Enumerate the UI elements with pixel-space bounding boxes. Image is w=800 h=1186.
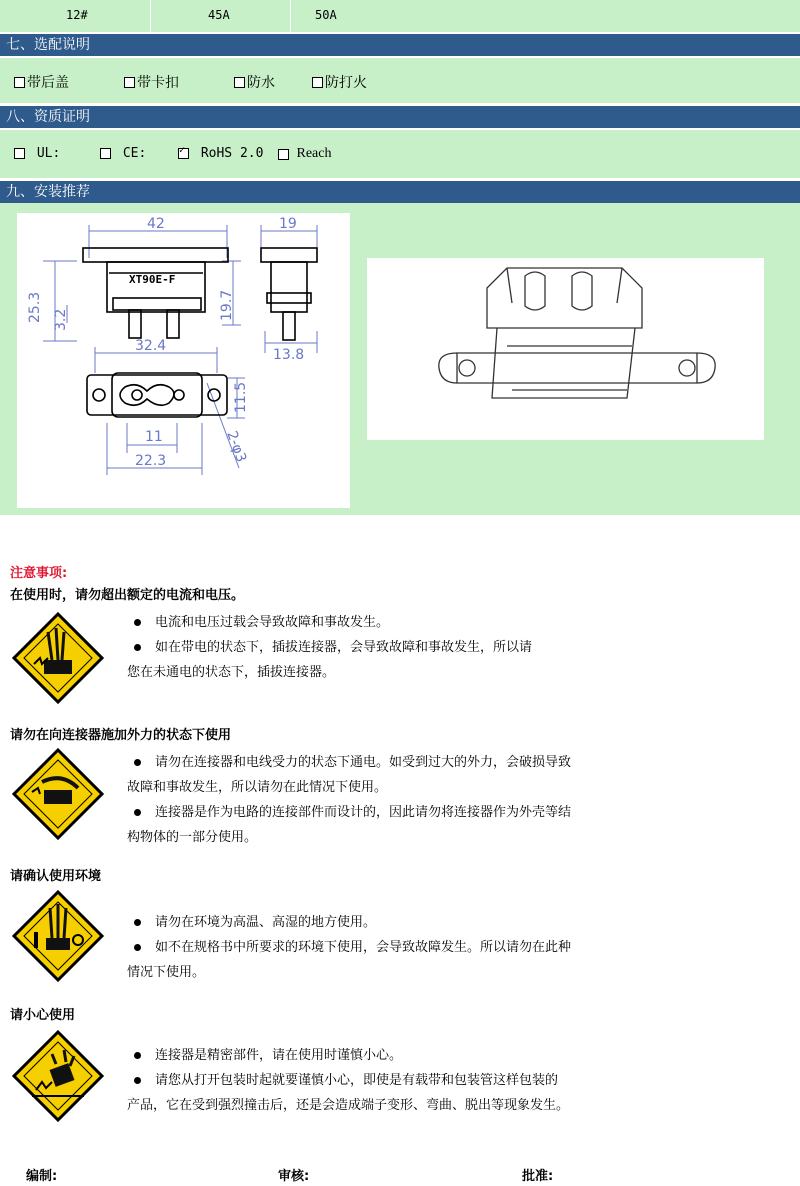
environment-hazard-icon [12, 890, 104, 986]
note-3-heading: 请确认使用环境 [10, 869, 102, 884]
note-1-bullet-1: 电流和电压过载会导致故障和事故发生。 [134, 610, 389, 635]
spec-table-row [0, 0, 800, 32]
section7-options [0, 58, 800, 103]
dim-11-5: 11.5 [233, 381, 249, 413]
dim-42: 42 [147, 216, 165, 232]
note-2-cont-1: 故障和事故发生，所以请勿在此情况下使用。 [127, 780, 388, 795]
section8-options [0, 130, 800, 178]
section9-drawing-area [0, 203, 800, 515]
note-3-cont: 情况下使用。 [127, 965, 206, 980]
checkbox-icon[interactable] [14, 77, 25, 88]
note-4-bullet-1: 连接器是精密部件，请在使用时谨慎小心。 [134, 1043, 402, 1068]
note-3-bullet-2: 如不在规格书中所要求的环境下使用，会导致故障发生。所以请勿在此种 [134, 935, 571, 960]
dim-11: 11 [145, 429, 163, 445]
note-4-bullet-2: 请您从打开包装时起就要谨慎小心，即使是有载带和包装管这样包装的 [134, 1068, 558, 1093]
dim-2-phi3: 2-φ3 [223, 428, 250, 465]
dim-19-7: 19.7 [219, 289, 235, 321]
external-force-icon [12, 748, 104, 844]
option-rohs[interactable]: ✓ RoHS 2.0 [178, 146, 263, 161]
dimension-drawing [17, 213, 350, 508]
checkbox-icon[interactable] [100, 148, 111, 159]
checkbox-checked-icon[interactable] [178, 148, 189, 159]
connector-3d-drawing [367, 258, 764, 440]
footer-approve-label: 批准: [522, 1169, 554, 1184]
option-rear-cover[interactable]: 带后盖 [14, 72, 69, 92]
note-4-cont: 产品，它在受到强烈撞击后，还是会造成端子变形、弯曲、脱出等现象发生。 [127, 1098, 570, 1113]
section7-header: 七、选配说明 [0, 34, 800, 56]
section9-header: 九、安装推荐 [0, 181, 800, 203]
option-ul[interactable]: UL: [14, 146, 60, 161]
note-1-bullet-2: 如在带电的状态下，插拔连接器，会导致故障和事故发生，所以请 [134, 635, 532, 660]
electric-hazard-icon [12, 612, 104, 708]
footer-review-label: 审核: [278, 1169, 310, 1184]
table-cell-2: 45A [208, 8, 230, 22]
note-4-heading: 请小心使用 [10, 1008, 76, 1023]
checkbox-icon[interactable] [234, 77, 245, 88]
section8-header: 八、资质证明 [0, 106, 800, 128]
connector-3d-svg [367, 258, 764, 440]
checkbox-icon[interactable] [278, 149, 289, 160]
table-cell-1: 12# [66, 8, 88, 22]
checkbox-icon[interactable] [14, 148, 25, 159]
option-snap[interactable]: 带卡扣 [124, 72, 179, 92]
model-label: XT90E-F [129, 273, 176, 286]
note-3-bullet-1: 请勿在环境为高温、高湿的地方使用。 [134, 910, 376, 935]
note-2-bullet-2: 连接器是作为电路的连接部件而设计的，因此请勿将连接器作为外壳等结 [134, 800, 571, 825]
notes-title: 注意事项: [10, 566, 68, 581]
dimension-drawing-svg [17, 213, 350, 508]
note-1-cont: 您在未通电的状态下，插拔连接器。 [127, 665, 336, 680]
handle-care-icon [12, 1030, 104, 1126]
option-reach[interactable]: Reach [278, 146, 331, 162]
checkbox-icon[interactable] [124, 77, 135, 88]
notes-intro: 在使用时，请勿超出额定的电流和电压。 [10, 588, 245, 603]
dim-25-3: 25.3 [27, 291, 43, 323]
table-cell-3: 50A [315, 8, 337, 22]
option-waterproof[interactable]: 防水 [234, 72, 275, 92]
checkbox-icon[interactable] [312, 77, 323, 88]
dim-3-2: 3.2 [53, 308, 69, 331]
note-2-heading: 请勿在向连接器施加外力的状态下使用 [10, 728, 232, 743]
option-anti-spark[interactable]: 防打火 [312, 72, 367, 92]
footer-author-label: 编制: [26, 1169, 58, 1184]
dim-22-3: 22.3 [135, 453, 167, 469]
dim-13-8: 13.8 [273, 347, 305, 363]
dim-19: 19 [279, 216, 297, 232]
option-ce[interactable]: CE: [100, 146, 146, 161]
note-2-cont-2: 构物体的一部分使用。 [127, 830, 258, 845]
dim-32-4: 32.4 [135, 338, 167, 354]
note-2-bullet-1: 请勿在连接器和电线受力的状态下通电。如受到过大的外力，会破损导致 [134, 750, 571, 775]
